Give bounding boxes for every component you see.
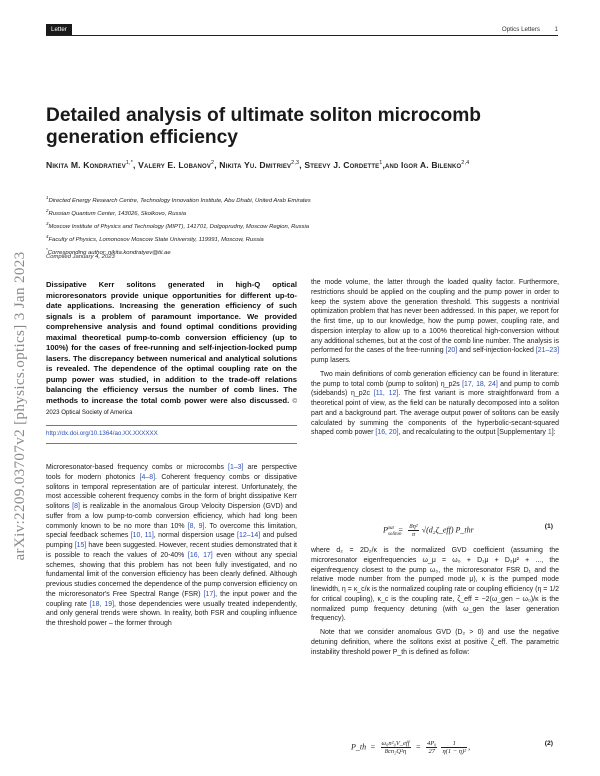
paragraph-anomalous-gvd — [311, 628, 559, 657]
body-text: pump lasers. — [311, 357, 351, 364]
body-text: Two main definitions of comb generation efficiency can be found in literature: the pump to total comb (pump to soliton) η_p2s — [311, 370, 559, 388]
equation-1 — [311, 519, 559, 541]
arxiv-stamp — [0, 176, 40, 636]
body-text: , and recalculating to the output [Supplementary — [398, 429, 548, 437]
abstract-rule-top — [46, 425, 297, 426]
citation-link[interactable]: [8, 9] — [187, 522, 205, 530]
body-text: where d₂ = 2D₂/κ is the normalized GVD coefficient (assuming the microresonator eigenfrequencies ω_μ = ω₀ + D₁μ + D₂μ² + ..., the eigenfrequency closest to the pump ω₀, the microresonator FSR D₁ and the relative mode number from the pumped mode μ), κ is the pumped mode linewidth, η = κ_c/κ is the normalized coupling rate or coupling efficiency (η = 1/2 for critical coupling), κ_c is the coupling rate, ζ_eff = −2(ω_gen − ω₀)/κ is the normalized pump frequency detuning (with ω_gen the laser generation frequency). — [311, 547, 559, 623]
author-name: Steevy J. Cordette — [304, 159, 380, 170]
abstract-text: Dissipative Kerr solitons generated in high-Q optical microresonators provide unique opportunities for different up-to-date applications. Increasing the generation efficiency of such signals is a problem of paramount importance. We provided comprehensive analysis and found optimal conditions providing maximal theoretical pump-to-comb conversion efficiency (up to 100%) for the cases of free-running and self-injection-locked pump lasers. The discrepancy between numerical and analytical solutions is revealed. The dependence of the optimal coupling rate on the pump power was studied, in addition to the trade-off relations balancing the efficiency versus the number of comb lines. The methods to increase the total comb power were also discussed. — [46, 280, 297, 405]
intro-paragraph — [46, 463, 297, 629]
author-name: Nikita M. Kondratiev — [46, 159, 126, 170]
citation-link[interactable]: [20] — [445, 347, 458, 355]
body-text: . To overcome this limitation, special feedback schemes — [46, 522, 297, 540]
citation-link[interactable]: [15] — [74, 542, 87, 549]
citation-link[interactable]: [17, 18, 24] — [462, 380, 498, 388]
body-text: ]: — [551, 429, 556, 437]
citation-link[interactable]: [12–14] — [237, 532, 261, 540]
affiliation-line: *Corresponding author: nikita.kondratyev@tii.ae — [46, 246, 171, 256]
doi-link[interactable]: http://dx.doi.org/10.1364/ao.XX.XXXXXX — [46, 430, 158, 437]
body-text: and self-injection-locked — [457, 347, 536, 355]
citation-link[interactable]: [16, 20] — [375, 429, 399, 437]
affiliation-line: $^2$Russian Quantum Center, 143026, Skolkovo, Russia — [46, 207, 186, 217]
paragraph-mode-volume — [311, 278, 559, 366]
body-text: is realizable in the anomalous Group Velocity Dispersion (GVD) and suffer from a low pump-to-comb conversion efficiency, which had long been commonly known to be no more than 10% — [46, 503, 298, 530]
author-name: Valery E. Lobanov — [138, 159, 211, 170]
abstract — [46, 280, 297, 419]
citation-link[interactable]: [21–23] — [535, 347, 560, 355]
affiliation-line: $^1$Directed Energy Research Centre, Technology Innovation Institute, Abu Dhabi, United Arab Emirates — [46, 195, 311, 204]
author-affiliation-mark: 2,3 — [291, 160, 300, 166]
compiled-date: Compiled January 4, 2023 — [46, 254, 115, 260]
author-name: Nikita Yu. Dmitriev — [219, 159, 292, 170]
author-affiliation-mark: 1 — [379, 160, 383, 166]
body-text: the mode volume, the latter through the loaded quality factor. Furthermore, restrictions should be applied on the coupling and the pump power in order to keep the system above the generation threshold. This suggests a nontrivial optimization problem that has never been addressed. In this paper, we report for the first time, up to our knowledge, how the pump power, coupling rate, and dispersion interplay to allow up to a 100% theoretical high-conversion without any additional schemes, but at the cost of the comb line number. The analysis is performed for the cases of the free-running — [311, 279, 559, 355]
citation-link[interactable]: [10, 11] — [130, 532, 154, 540]
body-text: Note that we consider anomalous GVD (D₂ > 0) and use the negative detuning definition, where the solitons exist at positive ζ_eff. The parametric instability threshold power P_th is defined as follow: — [311, 629, 559, 656]
body-text: , normal dispersion usage — [153, 532, 238, 540]
author-list: Nikita M. Kondratiev$^{1,*}$, Valery E. Lobanov$^2$, Nikita Yu. Dmitriev$^{2,3}$, Steevy J. Cordette$^1$,and Igor A. Bilenko$^{2,4}$ — [46, 159, 470, 170]
paragraph-efficiency-definitions — [311, 370, 559, 438]
affiliation-line: $^4$Faculty of Physics, Lomonosov Moscow State University, 119991, Moscow, Russia — [46, 233, 264, 243]
affiliations — [46, 193, 556, 258]
body-left-column — [46, 463, 297, 629]
author-affiliation-mark: 2 — [210, 160, 215, 166]
copyright: © 2023 Optical Society of America — [46, 397, 297, 416]
arxiv-stamp-text: arXiv:2209.03707v2 [physics.optics] 3 Jan 2023 — [11, 251, 28, 561]
body-right-column-lower — [311, 546, 559, 657]
citation-link[interactable]: [16, 17] — [187, 551, 213, 559]
author-affiliation-mark: 1,* — [125, 160, 134, 166]
equation-2 — [311, 736, 559, 758]
header-rule — [46, 35, 558, 36]
body-text: have been suggested. However, recent studies demonstrated that it is possible to reach the values of 20-40% — [46, 542, 297, 559]
journal-name: Optics Letters — [501, 26, 540, 33]
equation-1-number: (1) — [544, 523, 553, 530]
body-text: are perspective tools for modern photonics — [46, 464, 298, 481]
body-text: and pump to comb (sidebands) η_p2c — [311, 380, 560, 398]
body-text: even without any special schemes, showing that this problem has not been fully investigated, and no fundamental limit of the conversion efficiency has been clearly defined. Although previous studies concerned the dependence of the pump conversion efficiency on the microresonator's Free Spectral Range (FSR) — [46, 551, 298, 598]
citation-link[interactable]: [18, 19] — [89, 600, 115, 608]
paragraph-where-definitions — [311, 546, 559, 624]
equation-1-fraction: $\frac{\text{8η²}}{\pi}$ — [409, 523, 418, 538]
equation-2-number: (2) — [544, 740, 553, 747]
author-affiliation-mark: 2,4 — [461, 160, 470, 166]
paper-title: Detailed analysis of ultimate soliton microcomb generation efficiency — [46, 105, 482, 148]
citation-link[interactable]: [11, 12] — [373, 390, 399, 398]
article-type-badge: Letter — [46, 24, 72, 35]
body-text: . The first variant is more straightforward from a theoretical point of view, as the field can be naturally decomposed into a soliton part and a background part. The average output power of solitons can be easily calculated by summing the components of the hyperbolic-secant-squared shaped comb power — [311, 390, 559, 437]
equation-2-expression: P_th = $\frac{\text{ω₀n²₀V\_eff}}{\text{8cn₂Q²η}}$ = $\frac{\text{4P₀}}{27}$ $\frac{1}{\text{η(1 − η)²}}$ , — [351, 740, 471, 755]
body-text: . Coherent frequency combs or dissipative solitons in temporal representation are of particular interest. Unfortunately, the most accessible coherent frequency combs in the form of bright dissipative Kerr solitons — [46, 473, 297, 510]
body-text: , the input power and the coupling rate — [46, 590, 298, 608]
citation-link[interactable]: [17] — [203, 590, 216, 598]
equation-1-expression: $P_{soliton}^{out}$ = $\frac{\text{8η²}}{\pi}$ √(d₂ζ_eff) P_thr — [383, 523, 474, 538]
citation-link[interactable]: 1 — [547, 429, 552, 437]
citation-link[interactable]: [1–3] — [228, 464, 244, 471]
page-number: 1 — [554, 26, 558, 33]
affiliation-line: $^3$Moscow Institute of Physics and Technology (MIPT), 141701, Dolgoprudny, Moscow Region, Russia — [46, 220, 310, 230]
body-text: Microresonator-based frequency combs or microcombs — [46, 464, 229, 471]
citation-link[interactable]: [8] — [72, 503, 80, 510]
page-header — [46, 24, 558, 35]
author-name: and Igor A. Bilenko — [385, 159, 462, 170]
citation-link[interactable]: [4–8] — [139, 473, 156, 481]
abstract-rule-bottom — [46, 443, 297, 444]
body-text: , those dependencies were usually treated independently, and only general trends were shown. In reality, both FSR and coupling influence the threshold power – the former through — [46, 600, 297, 627]
body-text: and pulsed pumping — [46, 532, 297, 549]
body-right-column — [311, 278, 559, 438]
